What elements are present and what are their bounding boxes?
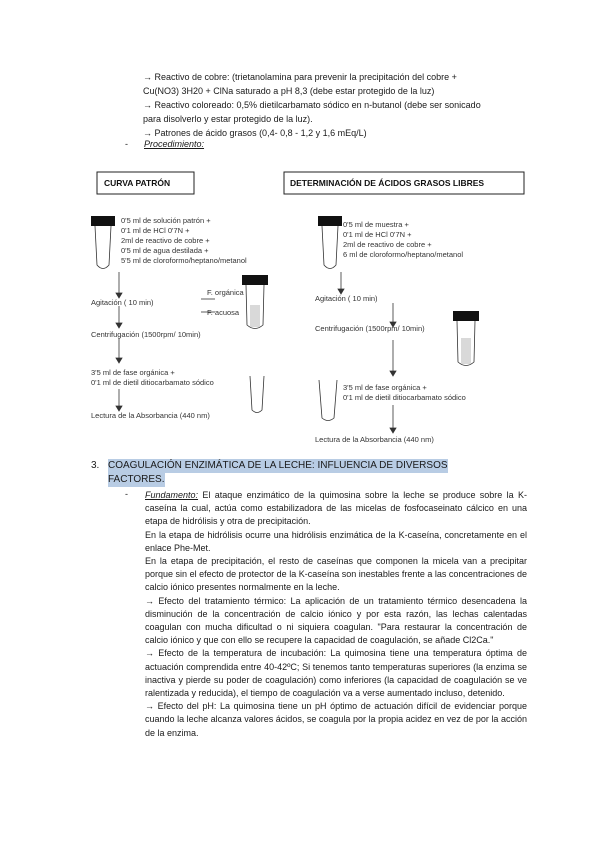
reagent-list — [143, 70, 513, 140]
left-reagent-line: 0'1 ml de HCl 0'7N + — [121, 226, 190, 235]
left-centrifugacion-label: Centrifugación (1500rpm/ 10min) — [91, 330, 201, 339]
left-reagent-line: 0'5 ml de solución patrón + — [121, 216, 211, 225]
fundamento-paragraph — [145, 489, 527, 529]
right-reagent-line: 0'5 ml de muestra + — [343, 220, 409, 229]
procedure-diagram — [0, 160, 600, 450]
bullet-dash: - — [125, 489, 128, 499]
reagent-line: → Reactivo coloreado: 0,5% dietilcarbamato sódico en n-butanol (debe ser sonicado — [143, 100, 481, 110]
reagent-line: Cu(NO3) 3H20 + ClNa saturado a pH 8,3 (debe estar protegido de la luz) — [143, 86, 435, 96]
ph-paragraph: → Efecto del pH: La quimosina tiene un pH óptimo de actuación difícil de evidenciar porque cuando la leche alcanza valores ácidos, se coagula por la propia acidez en vez de por la acción de la enzima. — [145, 701, 527, 738]
left-flow-arrows — [116, 272, 215, 411]
left-lectura-label: Lectura de la Absorbancia (440 nm) — [91, 411, 210, 420]
right-fase-line: 0'1 ml de dietil ditiocarbamato sódico — [343, 393, 466, 402]
fundamento-text: El ataque enzimático de la quimosina sobre la leche se produce sobre la K-caseína la cual, actúa como estabilizadora de las micelas de fosfocaseinato cálcico en una etapa de hidrólisis y otra de precipitación. — [145, 490, 527, 527]
left-diagram-title: CURVA PATRÓN — [104, 178, 171, 188]
precipitacion-paragraph: En la etapa de precipitación, el resto de caseínas que componen la micela van a precipitar porque sin el efecto de protector de la K-caseína son inestables frente a las concentraciones de calcio iónico presentes normalmente en la leche. — [145, 556, 527, 593]
right-final-tube-icon — [319, 380, 337, 421]
reagent-line: para disolverlo y estar protegido de la luz). — [143, 114, 313, 124]
right-reagent-line: 6 ml de cloroformo/heptano/metanol — [343, 250, 464, 259]
left-fase-line: 3'5 ml de fase orgánica + — [91, 368, 175, 377]
right-reagent-line: 2ml de reactivo de cobre + — [343, 240, 432, 249]
right-centrifugacion-label: Centrifugación (1500rpm/ 10min) — [315, 324, 425, 333]
right-reagent-line: 0'1 ml de HCl 0'7N + — [343, 230, 412, 239]
procedure-title: Procedimiento: — [144, 139, 205, 149]
left-reagent-line: 2ml de reactivo de cobre + — [121, 236, 210, 245]
right-agitacion-label: Agitación ( 10 min) — [315, 294, 378, 303]
left-agitacion-label: Agitación ( 10 min) — [91, 298, 154, 307]
right-separation-tube-icon — [453, 311, 479, 366]
section-number: 3. — [91, 460, 100, 471]
f-organica-label: F. orgánica — [207, 288, 244, 297]
hidrolisis-paragraph: En la etapa de hidrólisis ocurre una hidrólisis enzimática de la K-caseína, concretamente en el enlace Phe-Met. — [145, 529, 527, 553]
right-test-tube-icon — [318, 216, 342, 269]
bullet-dash: - — [125, 139, 128, 149]
diagram-drawing — [0, 160, 600, 450]
left-reagent-line: 0'5 ml de agua destilada + — [121, 246, 209, 255]
left-fase-line: 0'1 ml de dietil ditiocarbamato sódico — [91, 378, 214, 387]
reagent-line: → Reactivo de cobre: (trietanolamina para prevenir la precipitación del cobre + — [143, 72, 457, 82]
right-diagram-title: DETERMINACIÓN DE ÁCIDOS GRASOS LIBRES — [290, 178, 485, 188]
separation-tube-icon — [242, 275, 268, 329]
section-title-line2: FACTORES. — [108, 474, 165, 485]
left-test-tube-icon — [91, 216, 115, 269]
final-tube-icon — [250, 376, 264, 413]
fundamento-body — [145, 489, 527, 740]
section-title-line1: COAGULACIÓN ENZIMÁTICA DE LA LECHE: INFLUENCIA DE DIVERSOS — [108, 460, 448, 471]
left-reagent-line: 5'5 ml de cloroformo/heptano/metanol — [121, 256, 247, 265]
temperatura-paragraph: → Efecto de la temperatura de incubación: La quimosina tiene una temperatura óptima de actuación comprendida entre 40-42ºC; Si tenemos tanto temperaturas superiores (la enzima se inactiva y pierde su poder de coagulación) como inferiores (la capacidad de coagulación se ve ralentizada y reducida), el tiempo de coagulación va a verse aumentado incluso, detenido. — [145, 648, 527, 699]
right-lectura-label: Lectura de la Absorbancia (440 nm) — [315, 435, 434, 444]
f-acuosa-label: F. acuosa — [207, 308, 240, 317]
tratamiento-termico-paragraph: → Efecto del tratamiento térmico: La aplicación de un tratamiento térmico desencadena la disminución de la concentración de calcio iónico y por esta razón, las lechas calentadas coagulan con mucha dificultad o ni siquiera coagulan. "Para restaurar la concentración de calcio iónico y que con ello se recupere la capacidad de coagulación, se añade Cl2Ca." — [145, 595, 527, 646]
right-fase-line: 3'5 ml de fase orgánica + — [343, 383, 427, 392]
reagent-line: → Patrones de ácido grasos (0,4- 0,8 - 1,2 y 1,6 mEq/L) — [143, 128, 367, 138]
fundamento-label: Fundamento: — [145, 490, 199, 500]
